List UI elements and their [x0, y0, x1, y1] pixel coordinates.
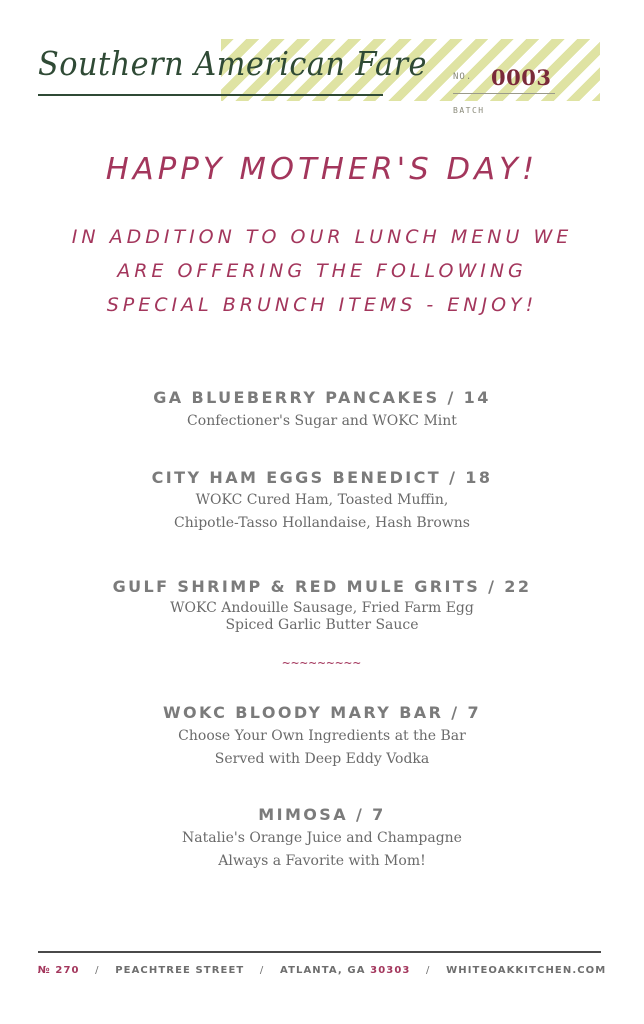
footer-city: ATLANTA, GA — [280, 965, 366, 976]
footer-zip: 30303 — [370, 965, 411, 976]
menu-item-title: GA BLUEBERRY PANCAKES / 14 — [153, 388, 491, 407]
intro-line-3: SPECIAL BRUNCH ITEMS - ENJOY! — [106, 294, 538, 316]
menu-item-title: CITY HAM EGGS BENEDICT / 18 — [151, 468, 493, 487]
footer-address — [0, 965, 644, 976]
batch-number: 0003 — [491, 65, 552, 90]
menu-item-description: Confectioner's Sugar and WOKC Mint — [187, 413, 457, 429]
brand-script-title: Southern American Fare — [38, 44, 427, 83]
batch-no-label: NO. — [453, 72, 473, 82]
menu-item-description: Spiced Garlic Butter Sauce — [225, 617, 419, 633]
footer-street: PEACHTREE STREET — [115, 965, 245, 976]
menu-item-title: WOKC BLOODY MARY BAR / 7 — [162, 703, 482, 722]
menu-item-description: WOKC Andouille Sausage, Fried Farm Egg — [170, 600, 474, 616]
footer-rule — [38, 951, 601, 953]
footer-separator: / — [259, 965, 265, 976]
menu-item-title: MIMOSA / 7 — [258, 805, 386, 824]
intro-line-2: ARE OFFERING THE FOLLOWING — [117, 260, 527, 282]
tilde-divider: ~~~~~~~~~ — [282, 656, 362, 671]
footer-website-link[interactable]: WHITEOAKKITCHEN.COM — [446, 965, 607, 976]
footer-separator: / — [95, 965, 100, 976]
menu-item-description: Served with Deep Eddy Vodka — [214, 751, 430, 767]
footer-separator: / — [426, 965, 431, 976]
page-headline: HAPPY MOTHER'S DAY! — [105, 152, 539, 187]
menu-item-title: GULF SHRIMP & RED MULE GRITS / 22 — [112, 577, 532, 596]
batch-label: BATCH — [453, 106, 485, 115]
batch-underline — [453, 93, 555, 94]
intro-line-1: IN ADDITION TO OUR LUNCH MENU WE — [71, 226, 573, 248]
menu-item-description: Natalie's Orange Juice and Champagne — [182, 830, 462, 846]
menu-item-description: Always a Favorite with Mom! — [218, 853, 426, 869]
menu-item-description: Chipotle-Tasso Hollandaise, Hash Browns — [174, 515, 470, 531]
footer-street-number: № 270 — [37, 965, 80, 976]
menu-item-description: Choose Your Own Ingredients at the Bar — [178, 728, 466, 744]
brand-underline — [38, 94, 383, 96]
menu-item-description: WOKC Cured Ham, Toasted Muffin, — [195, 492, 449, 508]
